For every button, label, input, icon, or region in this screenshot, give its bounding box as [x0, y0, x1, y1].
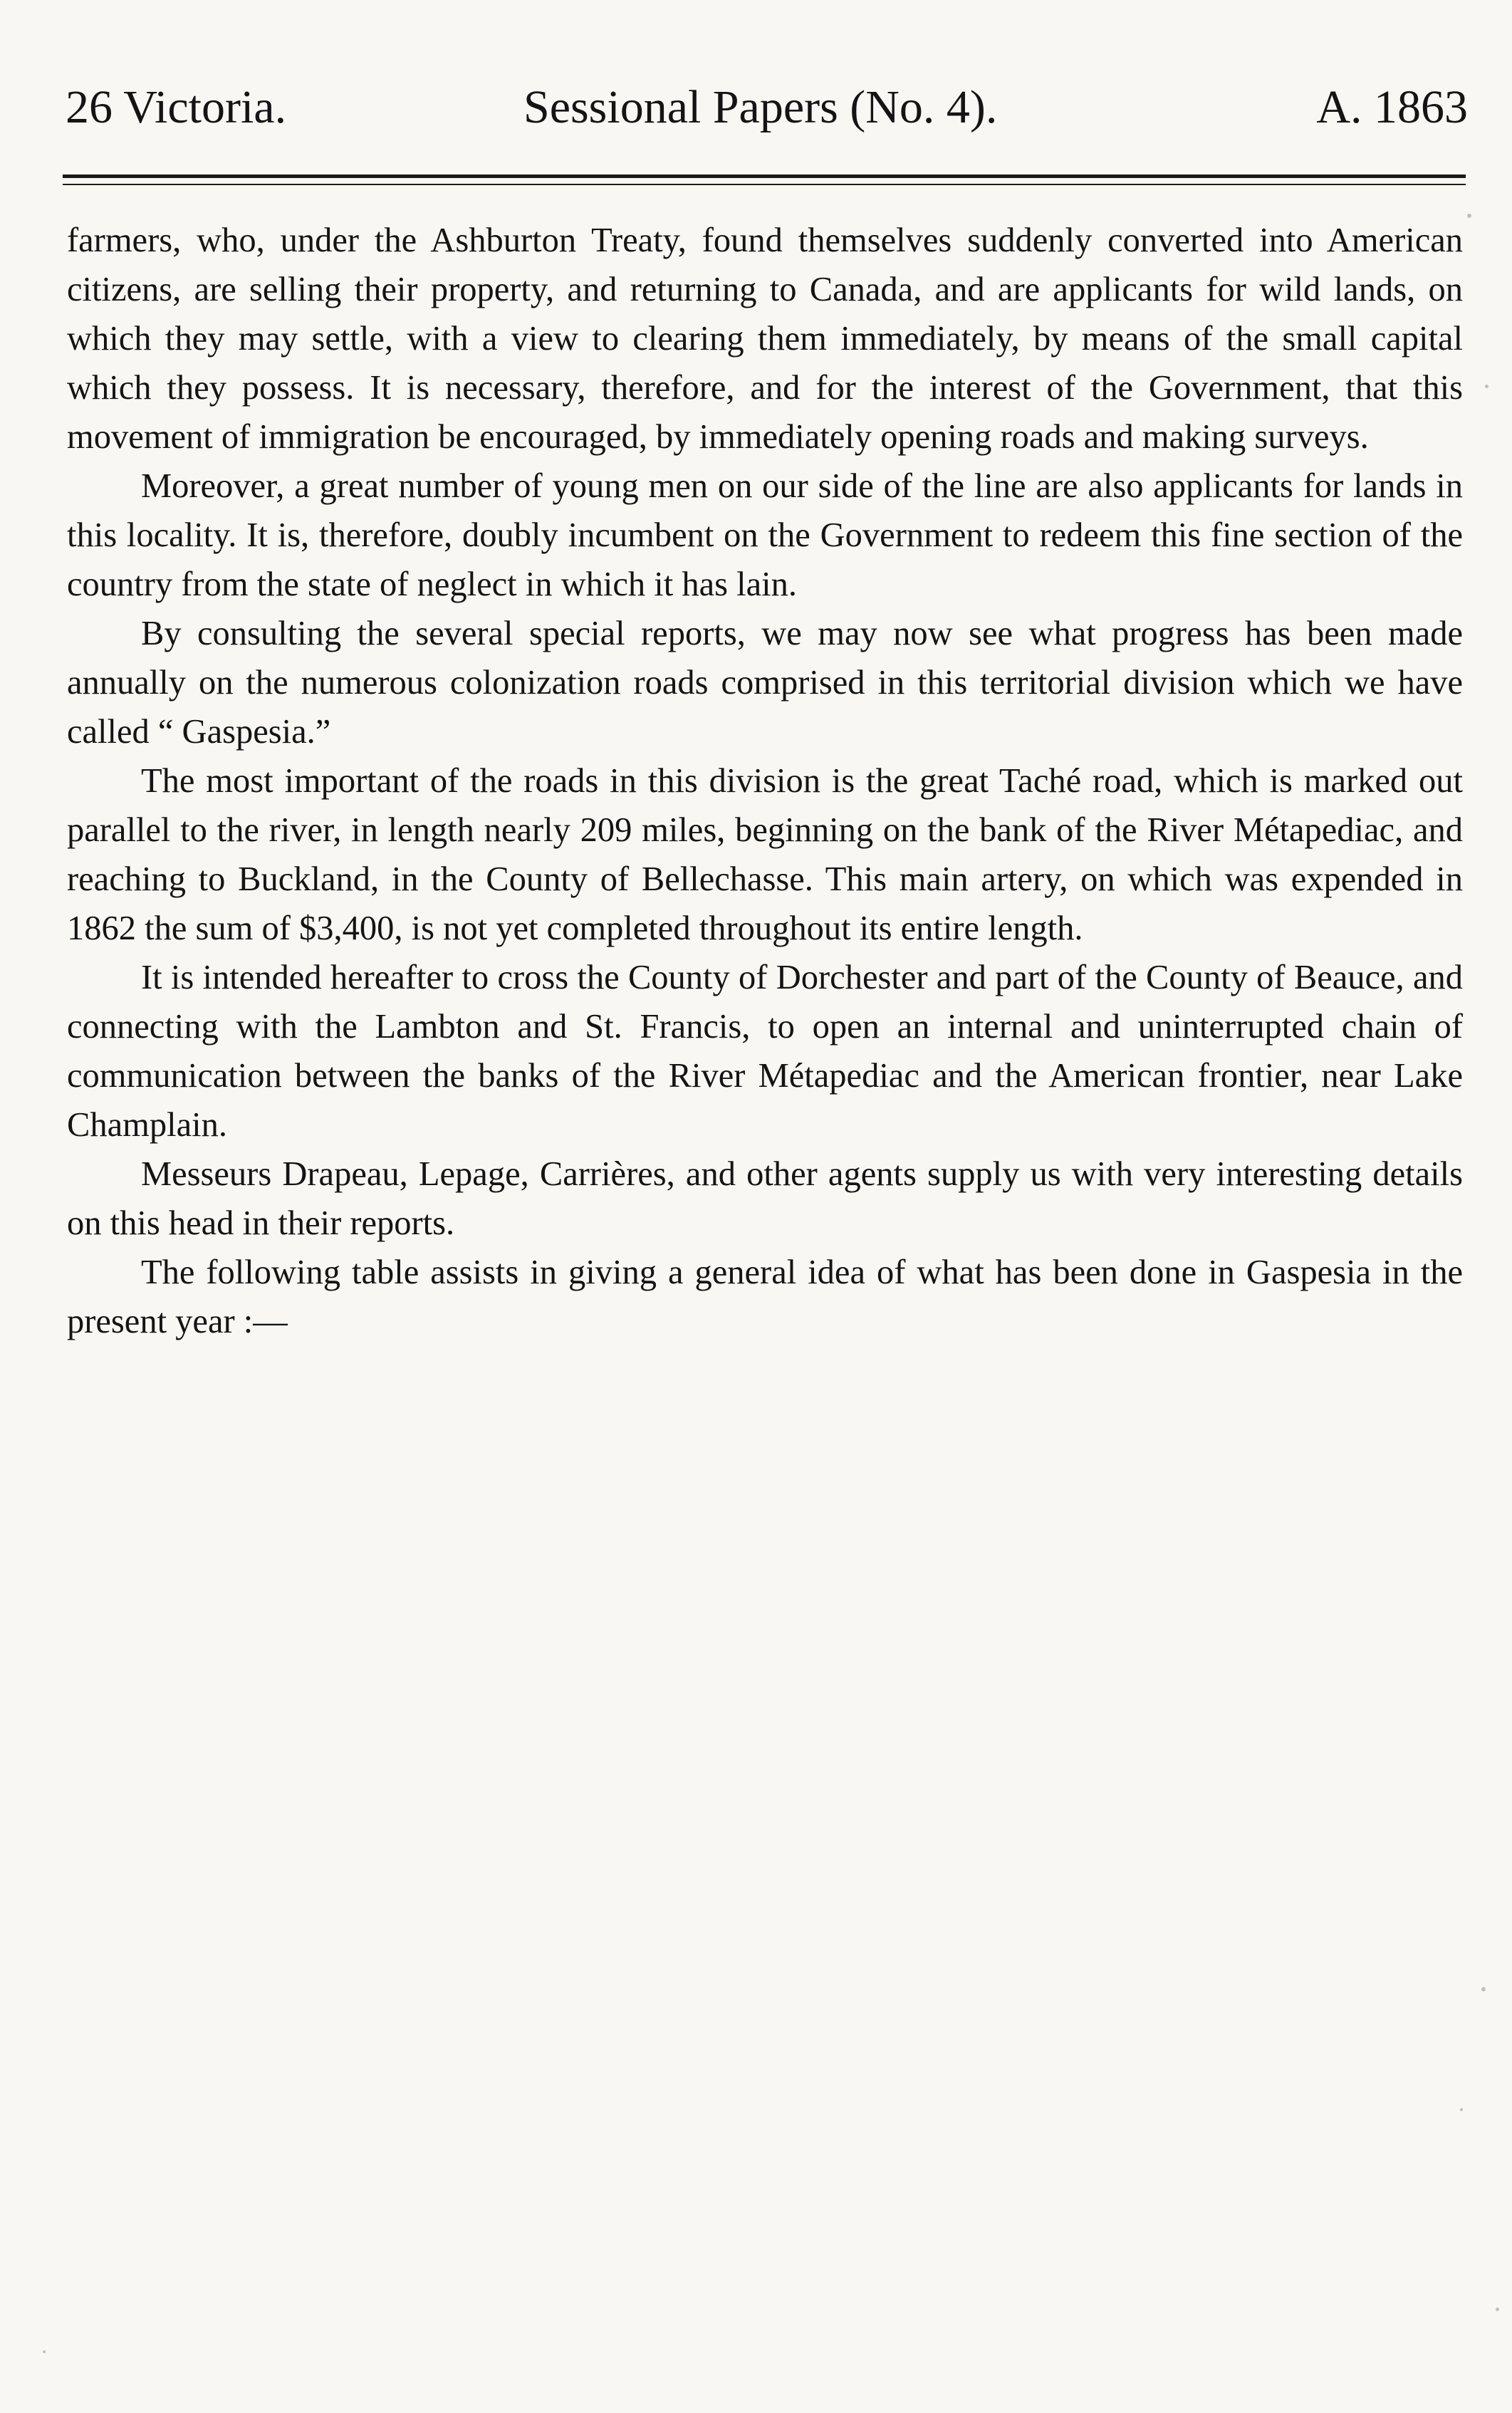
paragraph: By consulting the several special reports, we may now see what progress has been made annually on the numerous colonization roads comprised in this territorial division which we have called “ Gaspesia.”: [67, 615, 1463, 751]
paragraph: farmers, who, under the Ashburton Treaty, found themselves suddenly converted into American citizens, are selling their property, and returning to Canada, and are applicants for wild lands, on which they may settle, with a view to clearing them immediately, by means of the small capital which they possess. It is necessary, therefore, and for the interest of the Government, that this movement of immigration be encouraged, by immediately opening roads and making surveys.: [67, 222, 1463, 456]
paragraph: Messeurs Drapeau, Lepage, Carrières, and other agents supply us with very interesting details on this head in their reports.: [67, 1155, 1463, 1242]
header-session: 26 Victoria.: [66, 81, 287, 133]
header-rule: [63, 174, 1466, 178]
paper-speck: [43, 2350, 46, 2353]
paper-speck: [1467, 214, 1471, 218]
paper-speck: [1481, 1987, 1486, 1991]
paragraph: It is intended hereafter to cross the County of Dorchester and part of the County of Beauce, and connecting with the Lambton and St. Francis, to open an internal and uninterrupted chain of communication between the banks of the River Métapediac and the American frontier, near Lake Champlain.: [67, 959, 1463, 1144]
paragraph: Moreover, a great number of young men on our side of the line are also applicants for lands in this locality. It is, therefore, doubly incumbent on the Government to redeem this fine section of the country from the state of neglect in which it has lain.: [67, 467, 1463, 603]
paper-speck: [1460, 2108, 1463, 2111]
paragraph: The most important of the roads in this division is the great Taché road, which is marked out parallel to the river, in length nearly 209 miles, beginning on the bank of the River Métapediac, and reaching to Buckland, in the County of Bellechasse. This main artery, on which was expended in 1862 the sum of $3,400, is not yet completed throughout its entire length.: [67, 762, 1463, 947]
paper-speck: [1496, 2308, 1499, 2311]
running-header: [66, 75, 1468, 140]
paper-speck: [1485, 385, 1488, 388]
paragraph: The following table assists in giving a general idea of what has been done in Gaspesia in the present year :—: [67, 1254, 1463, 1340]
body-text: [67, 216, 1463, 1346]
header-publication: Sessional Papers (No. 4).: [523, 81, 998, 133]
header-rule-thin: [63, 184, 1466, 185]
header-year: A. 1863: [1316, 81, 1468, 133]
